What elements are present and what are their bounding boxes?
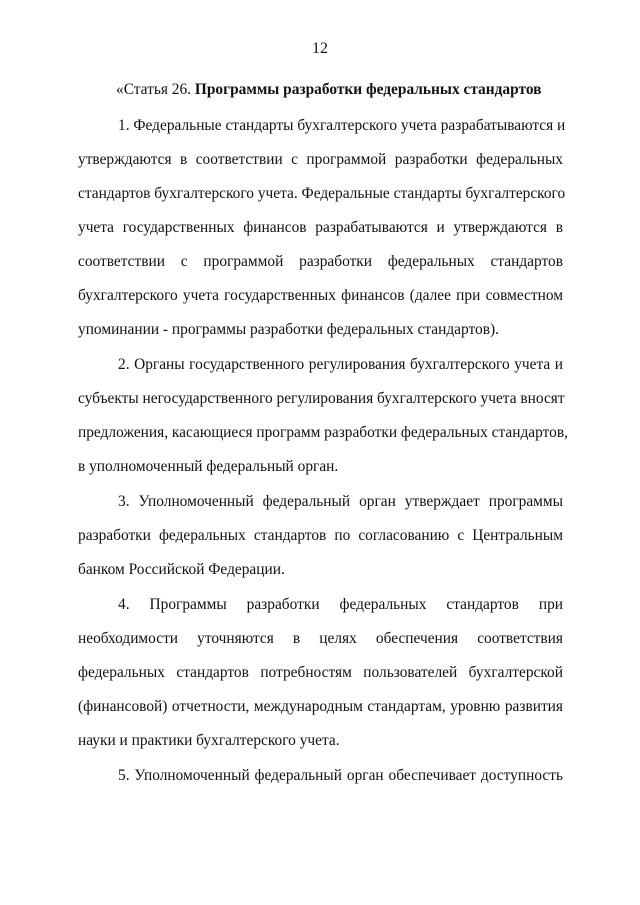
text-line: стандартов бухгалтерского учета. Федеральные стандарты бухгалтерского: [78, 185, 566, 202]
text-line: необходимости уточняются в целях обеспечения соответствия: [78, 630, 563, 647]
text-line: банком Российской Федерации.: [78, 561, 285, 578]
text-line: (финансовой) отчетности, международным стандартам, уровню развития: [78, 698, 563, 715]
text-line: 1. Федеральные стандарты бухгалтерского учета разрабатываются и: [118, 117, 566, 134]
text-line: учета государственных финансов разрабатываются и утверждаются в: [78, 219, 563, 236]
text-line: 3. Уполномоченный федеральный орган утверждает программы: [118, 493, 563, 510]
article-heading: [116, 80, 576, 100]
text-line: науки и практики бухгалтерского учета.: [78, 732, 340, 749]
text-line: утверждаются в соответствии с программой разработки федеральных: [78, 151, 563, 168]
text-line: разработки федеральных стандартов по согласованию с Центральным: [78, 527, 563, 544]
text-line: предложения, касающиеся программ разработки федеральных стандартов,: [78, 424, 568, 441]
text-line: федеральных стандартов потребностям пользователей бухгалтерской: [78, 664, 563, 681]
article-number: «Статья 26.: [116, 81, 192, 98]
text-line: соответствии с программой разработки федеральных стандартов: [78, 253, 563, 270]
text-line: 4. Программы разработки федеральных стандартов при: [118, 596, 563, 613]
page-number: 12: [312, 40, 328, 57]
article-title: Программы разработки федеральных стандартов: [194, 81, 542, 98]
text-line: упоминании - программы разработки федеральных стандартов).: [78, 321, 499, 338]
text-line: бухгалтерского учета государственных финансов (далее при совместном: [78, 287, 563, 304]
text-line: 2. Органы государственного регулирования бухгалтерского учета и: [118, 356, 563, 373]
text-line: в уполномоченный федеральный орган.: [78, 458, 339, 475]
text-line: 5. Уполномоченный федеральный орган обеспечивает доступность: [118, 767, 563, 784]
text-line: субъекты негосударственного регулирования бухгалтерского учета вносят: [78, 390, 565, 407]
